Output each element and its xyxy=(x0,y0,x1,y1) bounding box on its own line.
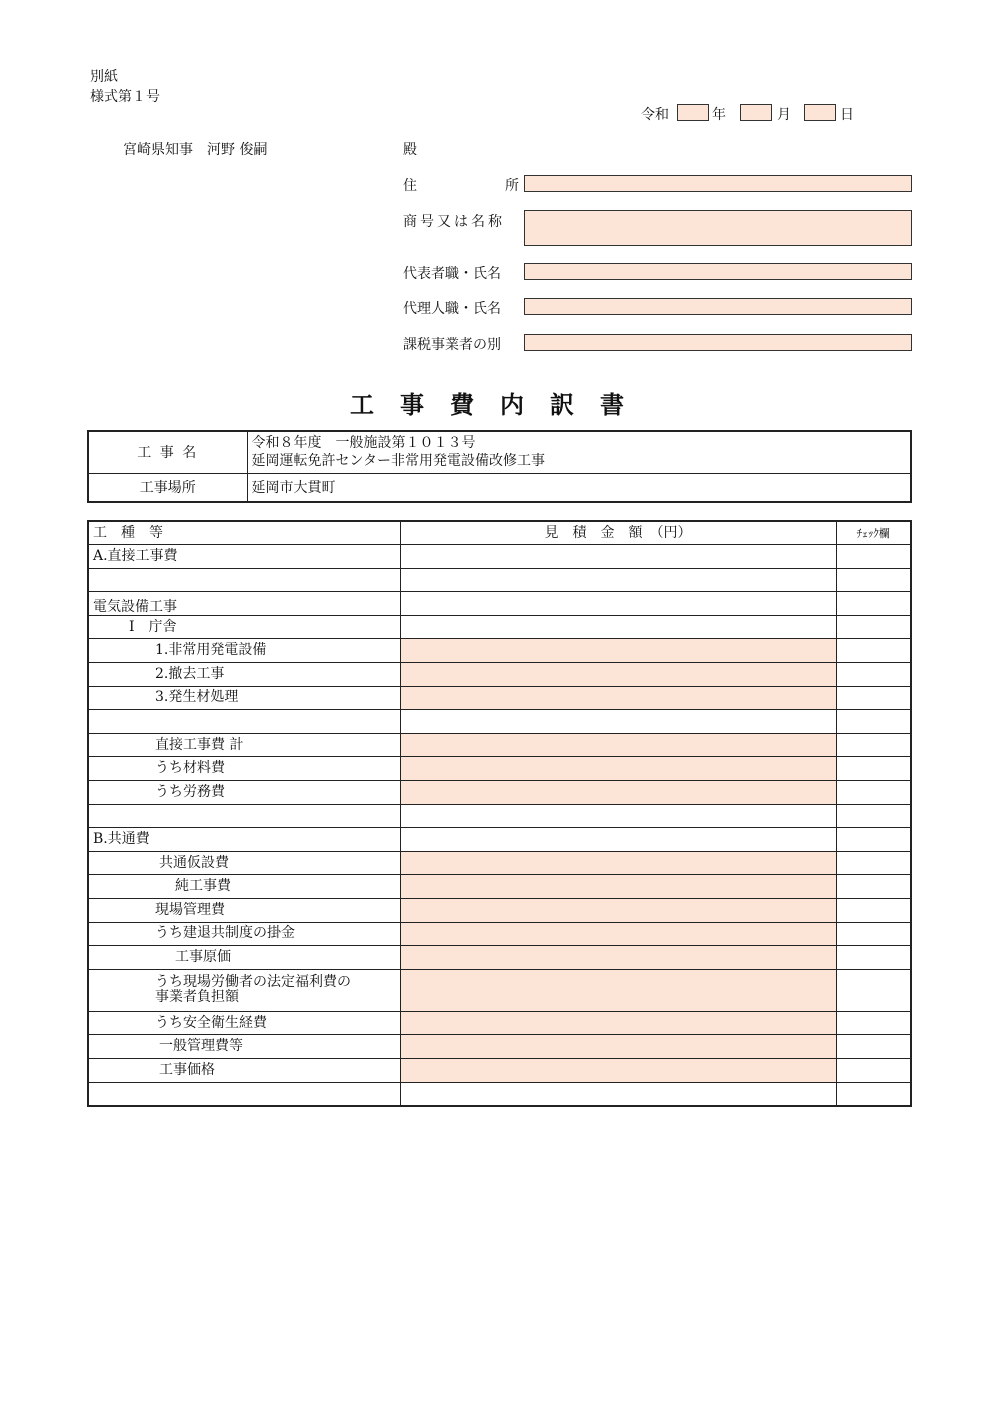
project-site-row xyxy=(88,473,911,502)
amount-input xyxy=(400,568,836,592)
amount-input[interactable] xyxy=(400,757,836,781)
check-cell[interactable] xyxy=(836,1082,911,1106)
table-row xyxy=(88,545,911,569)
check-cell[interactable] xyxy=(836,781,911,805)
date-day-label: 日 xyxy=(840,107,854,123)
row-label: A.直接工事費 xyxy=(88,545,400,569)
table-row xyxy=(88,686,911,710)
date-month-label: 月 xyxy=(777,107,791,123)
row-label: うち材料費 xyxy=(88,757,400,781)
representative-label: 代表者職・氏名 xyxy=(403,266,501,282)
row-label-line2: 事業者負担額 xyxy=(155,989,239,1006)
table-row xyxy=(88,615,911,639)
table-row xyxy=(88,1011,911,1035)
recipient-name: 宮崎県知事 河野 俊嗣 xyxy=(123,142,268,158)
row-label: 工事価格 xyxy=(88,1058,400,1082)
check-cell[interactable] xyxy=(836,545,911,569)
amount-input[interactable] xyxy=(400,875,836,899)
address-label-right: 所 xyxy=(505,178,519,194)
amount-input[interactable] xyxy=(400,781,836,805)
date-month-input[interactable] xyxy=(740,104,772,121)
check-cell[interactable] xyxy=(836,639,911,663)
check-cell[interactable] xyxy=(836,851,911,875)
cost-rows xyxy=(88,545,911,1106)
representative-input[interactable] xyxy=(524,263,912,280)
project-name-line1: 令和８年度 一般施設第１０１３号 xyxy=(251,435,476,452)
amount-input[interactable] xyxy=(400,639,836,663)
row-label xyxy=(88,710,400,734)
table-row xyxy=(88,710,911,734)
amount-input[interactable] xyxy=(400,686,836,710)
amount-input xyxy=(400,615,836,639)
row-label: 1.非常用発電設備 xyxy=(88,639,400,663)
header-amount: 見 積 金 額 （円） xyxy=(400,521,836,545)
agent-input[interactable] xyxy=(524,298,912,315)
table-row xyxy=(88,639,911,663)
amount-input[interactable] xyxy=(400,946,836,970)
table-row xyxy=(88,592,911,616)
company-name-input[interactable] xyxy=(524,210,912,246)
table-row xyxy=(88,828,911,852)
amount-input[interactable] xyxy=(400,1011,836,1035)
amount-input[interactable] xyxy=(400,969,836,1011)
table-row xyxy=(88,899,911,923)
check-cell[interactable] xyxy=(836,757,911,781)
check-cell[interactable] xyxy=(836,710,911,734)
check-cell[interactable] xyxy=(836,1058,911,1082)
project-name-row xyxy=(88,431,911,473)
table-row xyxy=(88,757,911,781)
row-label: 直接工事費 計 xyxy=(88,733,400,757)
row-label: 純工事費 xyxy=(88,875,400,899)
amount-input[interactable] xyxy=(400,1058,836,1082)
table-row xyxy=(88,875,911,899)
date-year-label: 年 xyxy=(712,107,726,123)
check-cell[interactable] xyxy=(836,733,911,757)
row-label: 2.撤去工事 xyxy=(88,663,400,687)
table-row xyxy=(88,781,911,805)
row-label: B.共通費 xyxy=(88,828,400,852)
amount-input xyxy=(400,1082,836,1106)
project-name-cell xyxy=(247,431,911,473)
date-day-input[interactable] xyxy=(804,104,836,121)
check-cell[interactable] xyxy=(836,969,911,1011)
header-check: ﾁｪｯｸ欄 xyxy=(836,521,911,545)
document-title: 工事費内訳書 xyxy=(350,390,650,419)
row-label: 現場管理費 xyxy=(88,899,400,923)
amount-input[interactable] xyxy=(400,899,836,923)
table-row xyxy=(88,946,911,970)
attachment-label: 別紙 xyxy=(90,69,118,85)
amount-input xyxy=(400,804,836,828)
project-name-line2: 延岡運転免許センター非常用発電設備改修工事 xyxy=(251,453,545,470)
amount-input xyxy=(400,592,836,616)
row-label xyxy=(88,804,400,828)
table-row xyxy=(88,1058,911,1082)
row-label: 工事原価 xyxy=(88,946,400,970)
agent-label: 代理人職・氏名 xyxy=(403,301,501,317)
row-label xyxy=(88,1082,400,1106)
row-label xyxy=(88,568,400,592)
table-row xyxy=(88,969,911,1011)
amount-input[interactable] xyxy=(400,922,836,946)
row-label: 3.発生材処理 xyxy=(88,686,400,710)
amount-input[interactable] xyxy=(400,733,836,757)
recipient-honorific: 殿 xyxy=(403,142,417,158)
check-cell[interactable] xyxy=(836,663,911,687)
address-label-left: 住 xyxy=(403,178,417,194)
cost-table-header xyxy=(88,521,911,545)
table-row xyxy=(88,663,911,687)
project-site-label: 工事場所 xyxy=(88,473,247,502)
table-row xyxy=(88,804,911,828)
table-row xyxy=(88,1082,911,1106)
check-cell[interactable] xyxy=(836,899,911,923)
check-cell[interactable] xyxy=(836,592,911,616)
check-cell[interactable] xyxy=(836,568,911,592)
check-cell[interactable] xyxy=(836,686,911,710)
project-name-label: 工 事 名 xyxy=(88,431,247,473)
company-name-label: 商号又は名称 xyxy=(403,214,505,230)
cost-breakdown-table xyxy=(87,520,912,1107)
row-label xyxy=(88,969,400,1011)
amount-input xyxy=(400,710,836,734)
row-label: うち安全衛生経費 xyxy=(88,1011,400,1035)
amount-input[interactable] xyxy=(400,1035,836,1059)
row-label-line1: うち現場労働者の法定福利費の xyxy=(155,974,351,991)
table-row xyxy=(88,851,911,875)
row-label: 電気設備工事 xyxy=(88,592,400,616)
check-cell[interactable] xyxy=(836,804,911,828)
row-label: Ⅰ 庁舎 xyxy=(88,615,400,639)
amount-input xyxy=(400,828,836,852)
row-label: うち労務費 xyxy=(88,781,400,805)
amount-input xyxy=(400,545,836,569)
header-work-type: 工 種 等 xyxy=(88,521,400,545)
project-site-value: 延岡市大貫町 xyxy=(247,473,911,502)
address-input[interactable] xyxy=(524,175,912,192)
project-info-table xyxy=(87,430,912,503)
check-cell[interactable] xyxy=(836,875,911,899)
check-cell[interactable] xyxy=(836,1011,911,1035)
table-row xyxy=(88,568,911,592)
tax-status-label: 課税事業者の別 xyxy=(403,337,501,353)
check-cell[interactable] xyxy=(836,615,911,639)
check-cell[interactable] xyxy=(836,828,911,852)
check-cell[interactable] xyxy=(836,946,911,970)
check-cell[interactable] xyxy=(836,1035,911,1059)
table-row xyxy=(88,922,911,946)
check-cell[interactable] xyxy=(836,922,911,946)
form-number: 様式第１号 xyxy=(90,89,160,105)
table-row xyxy=(88,733,911,757)
tax-status-input[interactable] xyxy=(524,334,912,351)
date-year-input[interactable] xyxy=(677,104,709,121)
row-label: 共通仮設費 xyxy=(88,851,400,875)
table-row xyxy=(88,1035,911,1059)
amount-input[interactable] xyxy=(400,851,836,875)
row-label: 一般管理費等 xyxy=(88,1035,400,1059)
amount-input[interactable] xyxy=(400,663,836,687)
date-era-label: 令和 xyxy=(641,107,669,123)
row-label: うち建退共制度の掛金 xyxy=(88,922,400,946)
